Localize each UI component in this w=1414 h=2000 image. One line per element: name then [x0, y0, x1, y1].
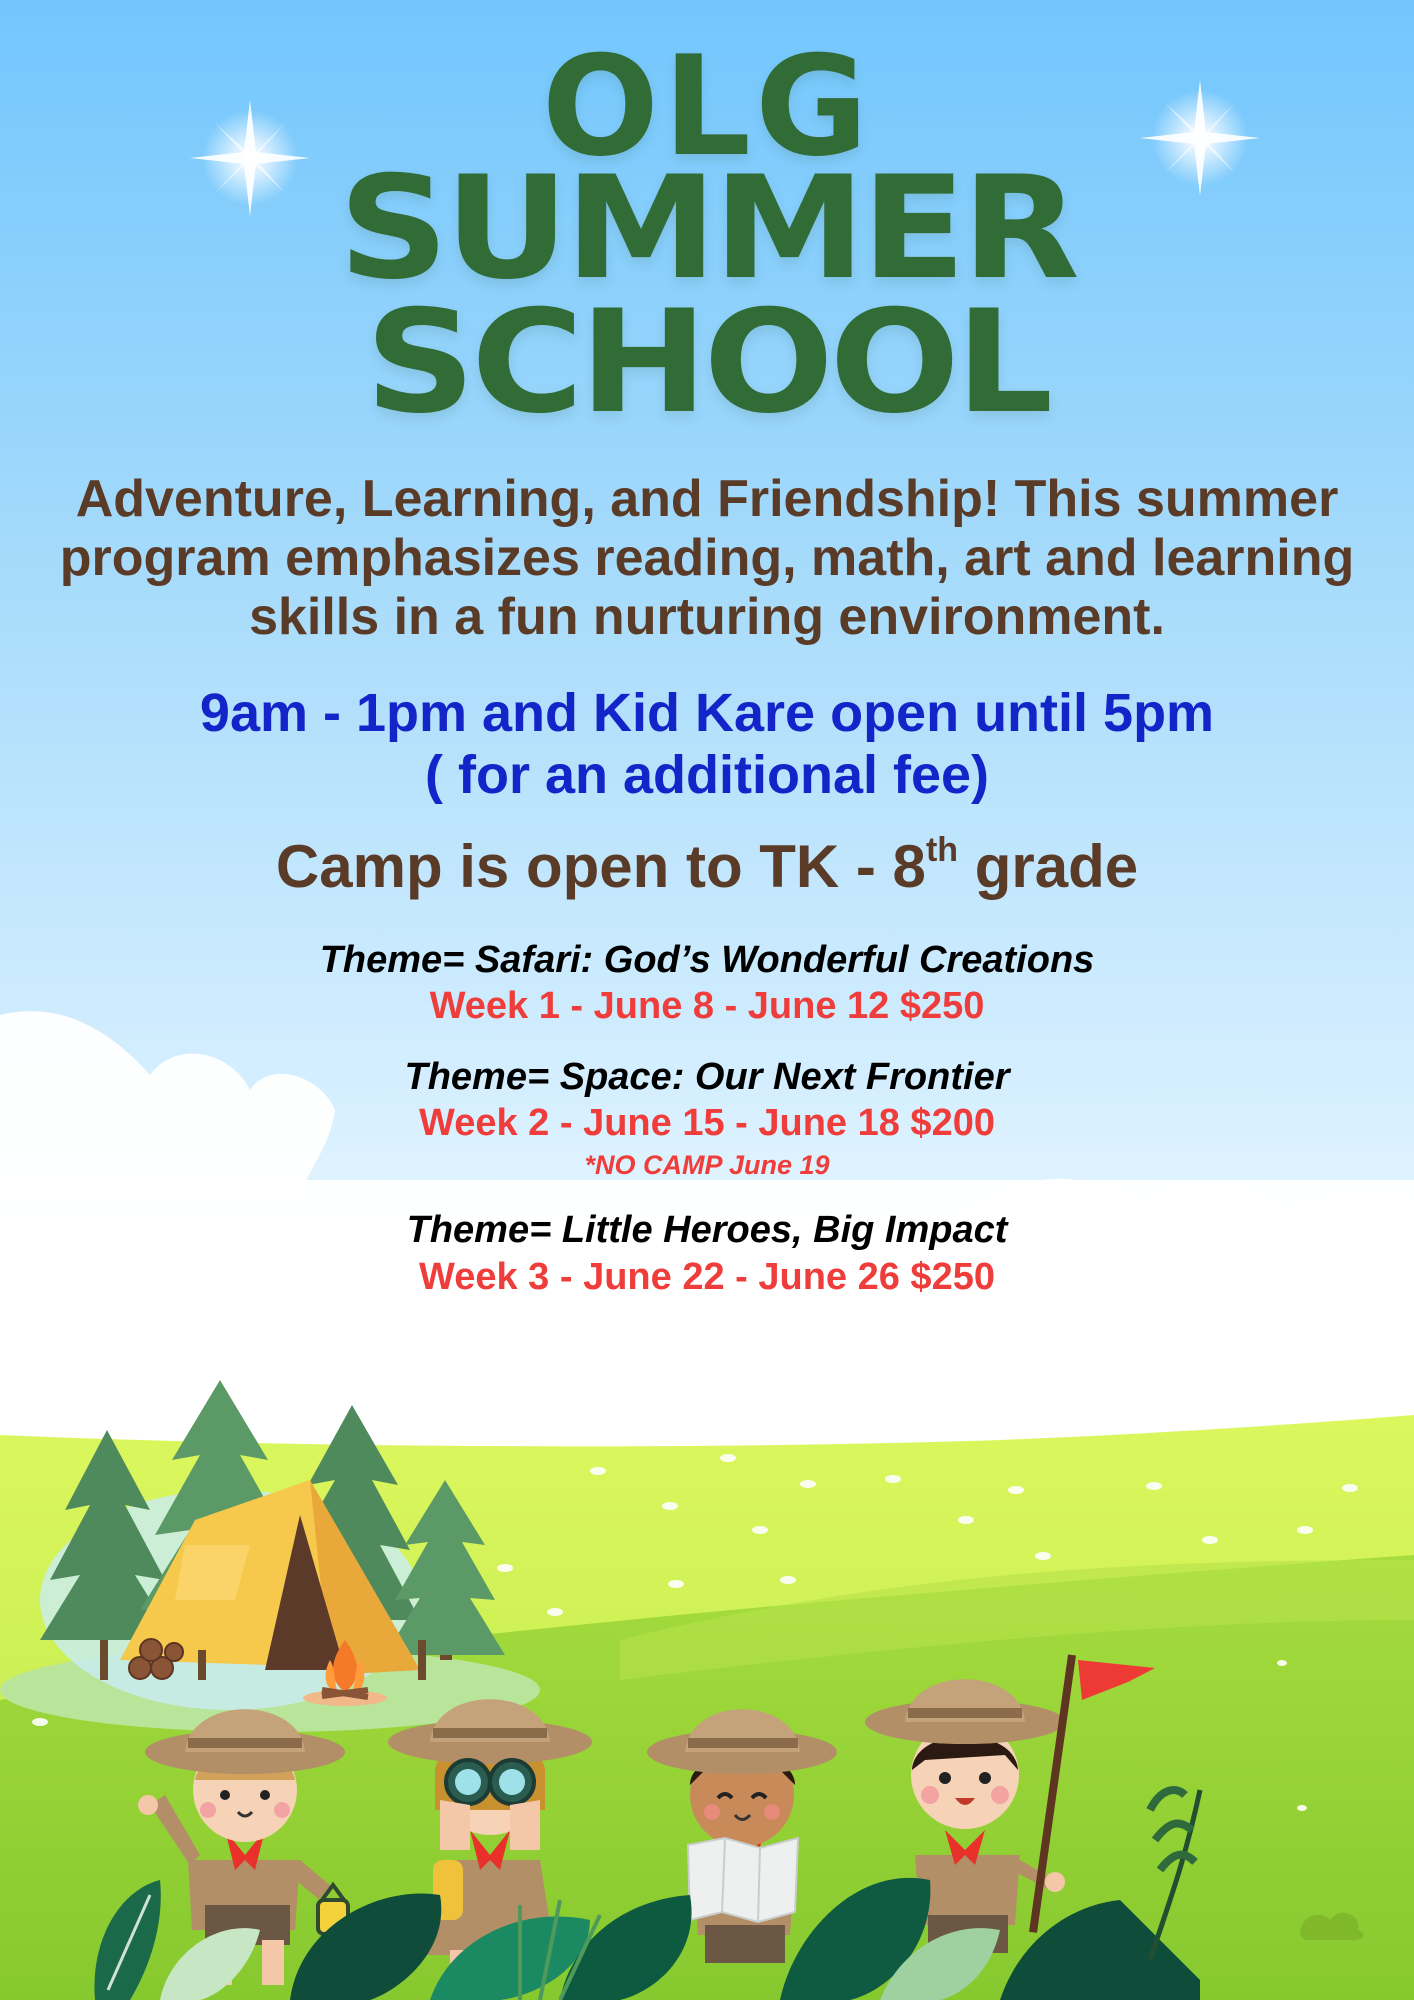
- grade-suffix: grade: [958, 833, 1139, 900]
- grade-prefix: Camp is open to TK - 8: [275, 833, 926, 900]
- week-2-note: *NO CAMP June 19: [584, 1150, 830, 1180]
- title-line-3: SCHOOL: [365, 280, 1049, 445]
- week-1-dates: Week 1 - June 8 - June 12 $250: [429, 985, 985, 1027]
- week-2-theme: Theme= Space: Our Next Frontier: [404, 1056, 1010, 1098]
- hours-line-2: ( for an additional fee): [424, 745, 990, 805]
- intro-paragraph: Adventure, Learning, and Friendship! This summer program emphasizes reading, math, art and learning skills in a fun nurturing environment.: [59, 470, 1355, 646]
- week-3-theme: Theme= Little Heroes, Big Impact: [406, 1209, 1008, 1251]
- week-3-dates: Week 3 - June 22 - June 26 $250: [419, 1256, 995, 1298]
- hours-line-1: 9am - 1pm and Kid Kare open until 5pm: [199, 683, 1215, 743]
- grade-info: [0, 832, 1414, 902]
- map-icon: [688, 1838, 798, 1922]
- title-line-2: SUMMER: [338, 146, 1076, 311]
- hours-info: [0, 682, 1414, 806]
- week-1-theme: Theme= Safari: God’s Wonderful Creations: [319, 939, 1095, 981]
- title-line-1: OLG: [541, 26, 873, 187]
- week-2-dates: Week 2 - June 15 - June 18 $200: [419, 1102, 995, 1144]
- grade-superscript: th: [925, 831, 959, 869]
